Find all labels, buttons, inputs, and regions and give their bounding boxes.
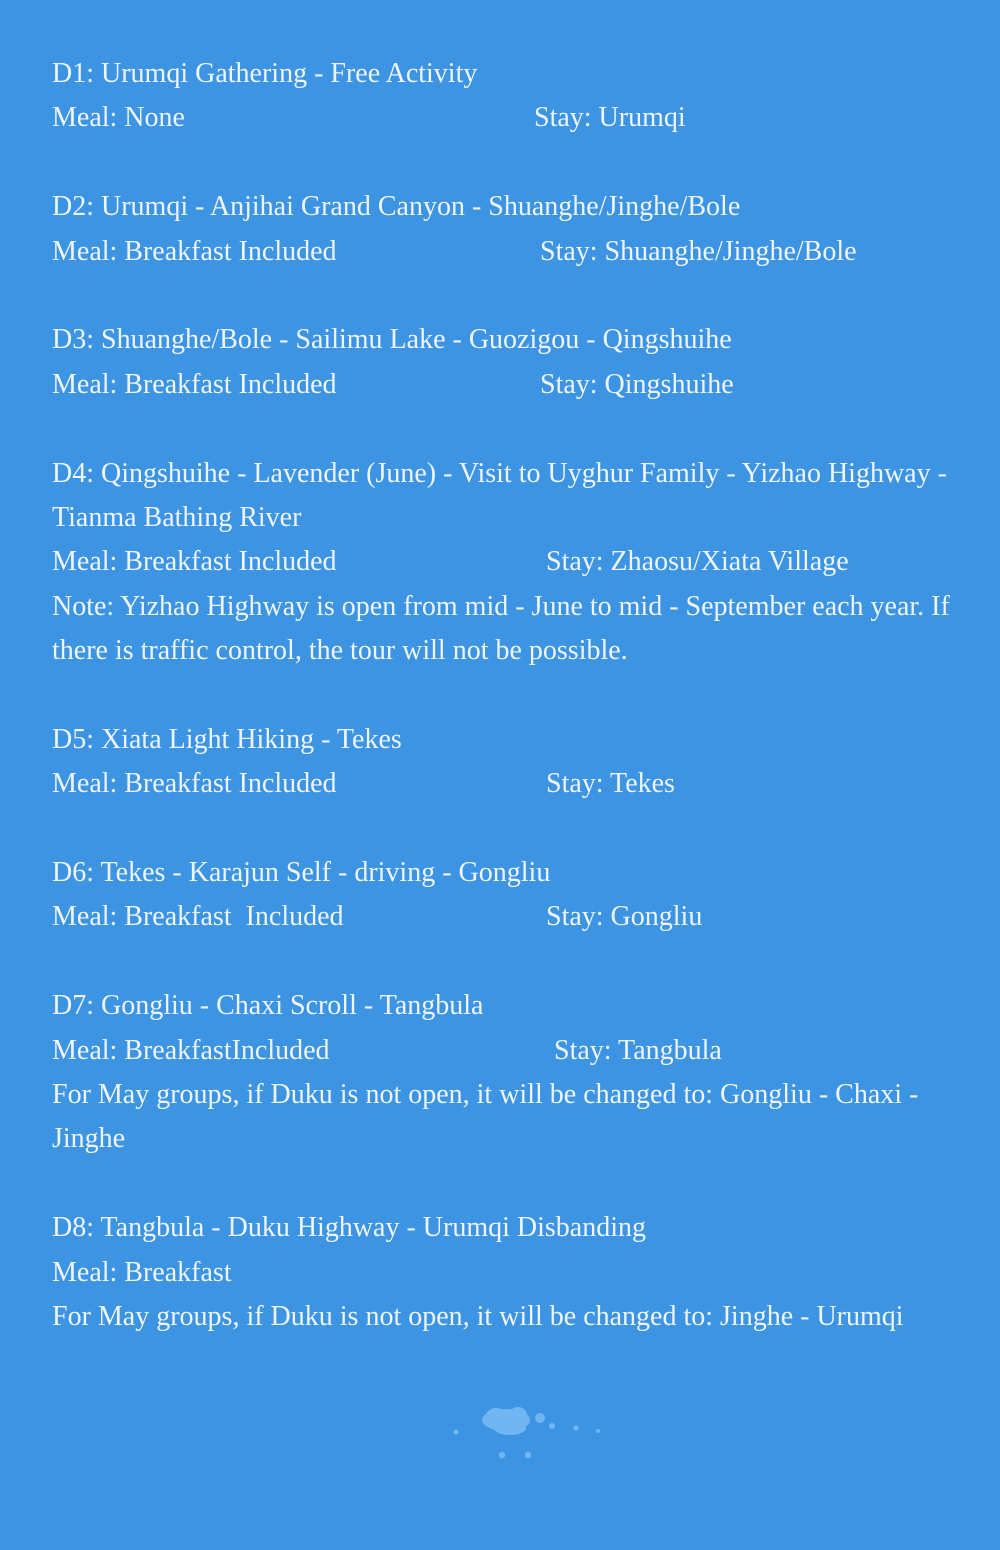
meal-info: Meal: BreakfastIncluded (52, 1034, 330, 1066)
day-6 (52, 851, 972, 940)
day-title: D3: Shuanghe/Bole - Sailimu Lake - Guozigou - Qingshuihe (52, 324, 732, 356)
meal-info: Meal: Breakfast Included (52, 768, 337, 800)
stay-info: Stay: Shuanghe/Jinghe/Bole (540, 235, 857, 267)
meal-stay-row (52, 895, 972, 939)
meal-stay-row (52, 96, 972, 140)
day-8 (52, 1206, 972, 1339)
meal-info: Meal: Breakfast Included (52, 901, 344, 933)
meal-stay-row (52, 1029, 972, 1073)
stay-info: Stay: Gongliu (546, 901, 703, 933)
decorative-splash-icon (448, 1398, 608, 1468)
stay-info: Stay: Zhaosu/Xiata Village (546, 546, 849, 578)
day-5 (52, 718, 972, 807)
day-note: For May groups, if Duku is not open, it will be changed to: Gongliu - Chaxi - Jinghe (52, 1079, 919, 1155)
day-title: D8: Tangbula - Duku Highway - Urumqi Disbanding (52, 1212, 647, 1244)
stay-info: Stay: Qingshuihe (540, 368, 734, 400)
day-note: For May groups, if Duku is not open, it will be changed to: Jinghe - Urumqi (52, 1301, 904, 1333)
meal-stay-row (52, 762, 972, 806)
day-title: D6: Tekes - Karajun Self - driving - Gongliu (52, 857, 551, 889)
itinerary (52, 52, 972, 1384)
meal-info: Meal: Breakfast Included (52, 546, 337, 578)
day-4 (52, 452, 972, 674)
meal-info: Meal: Breakfast Included (52, 235, 337, 267)
stay-info: Stay: Tekes (546, 768, 675, 800)
meal-info: Meal: Breakfast Included (52, 368, 337, 400)
meal-info: Meal: Breakfast (52, 1256, 232, 1288)
day-7 (52, 984, 972, 1162)
meal-info: Meal: None (52, 102, 185, 134)
meal-stay-row (52, 540, 972, 584)
stay-info: Stay: Tangbula (554, 1034, 722, 1066)
day-title: D2: Urumqi - Anjihai Grand Canyon - Shuanghe/Jinghe/Bole (52, 191, 741, 223)
day-title: D5: Xiata Light Hiking - Tekes (52, 723, 402, 755)
stay-info: Stay: Urumqi (534, 102, 686, 134)
day-3 (52, 318, 972, 407)
day-title: D1: Urumqi Gathering - Free Activity (52, 58, 478, 89)
day-note: Note: Yizhao Highway is open from mid - June to mid - September each year. If there is traffic control, the tour will not be possible. (52, 590, 950, 667)
meal-stay-row (52, 230, 972, 274)
day-title: D7: Gongliu - Chaxi Scroll - Tangbula (52, 990, 484, 1022)
day-1 (52, 52, 972, 141)
day-2 (52, 185, 972, 274)
meal-stay-row (52, 363, 972, 407)
day-title: D4: Qingshuihe - Lavender (June) - Visit to Uyghur Family - Yizhao Highway - Tianma Bathing River (52, 457, 947, 533)
